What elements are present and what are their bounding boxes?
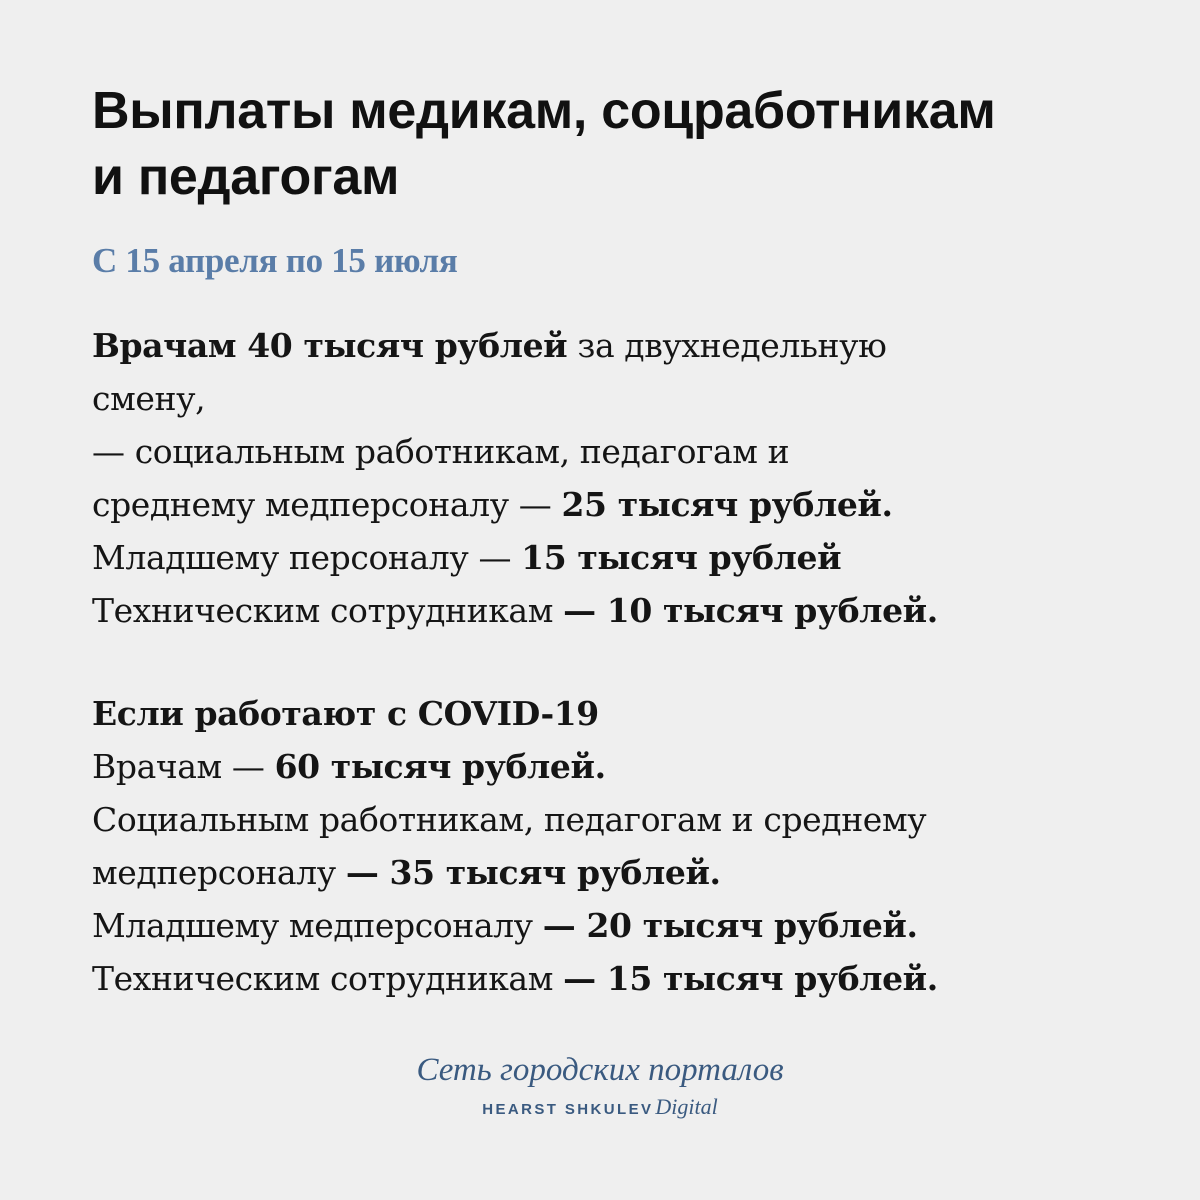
brand-name: HEARST SHKULEV	[482, 1101, 654, 1118]
brand-network-name: Сеть городских порталов	[416, 1052, 784, 1088]
payment-line	[92, 372, 1172, 425]
page-title	[92, 78, 1152, 210]
payment-amount: Врачам 40 тысяч рублей	[92, 326, 568, 365]
payment-line	[92, 584, 1172, 637]
payment-text: за двухнедельную	[567, 326, 887, 365]
payment-text: Врачам —	[92, 747, 275, 786]
payment-line	[92, 793, 1172, 846]
section-heading	[92, 687, 1172, 740]
payment-line	[92, 319, 1172, 372]
payment-amount: — 20 тысяч рублей.	[542, 906, 918, 945]
payment-text: медперсоналу	[92, 853, 346, 892]
payment-text: Социальным работникам, педагогам и среднему	[92, 800, 927, 839]
payment-text: Младшему персоналу —	[92, 538, 522, 577]
brand-suffix: Digital	[655, 1094, 718, 1119]
payment-text: Младшему медперсоналу	[92, 906, 543, 945]
payment-text: Техническим сотрудникам	[92, 591, 564, 630]
general-payments-block	[92, 319, 1172, 637]
covid-heading: Если работают с COVID-19	[92, 694, 599, 733]
covid-payments-block	[92, 687, 1172, 1005]
payment-line	[92, 899, 1172, 952]
payment-amount: 25 тысяч рублей.	[561, 485, 893, 524]
brand-wordmark	[0, 1094, 1200, 1123]
payment-text: — социальным работникам, педагогам и	[92, 432, 790, 471]
payment-line	[92, 478, 1172, 531]
payment-line	[92, 846, 1172, 899]
payment-text: среднему медперсоналу —	[92, 485, 562, 524]
payment-amount: — 15 тысяч рублей.	[563, 959, 938, 998]
title-line-2: и педагогам	[92, 148, 400, 206]
payment-text: смену,	[92, 379, 206, 418]
payment-line	[92, 531, 1172, 584]
payment-amount: — 10 тысяч рублей.	[563, 591, 938, 630]
payment-line	[92, 952, 1172, 1005]
payment-line	[92, 740, 1172, 793]
payment-amount: 60 тысяч рублей.	[274, 747, 606, 786]
payment-line	[92, 425, 1172, 478]
payment-amount: — 35 тысяч рублей.	[345, 853, 721, 892]
title-line-1: Выплаты медикам, соцработникам	[92, 82, 996, 140]
publisher-logo	[0, 1050, 1200, 1123]
date-range-subtitle: С 15 апреля по 15 июля	[92, 241, 458, 280]
payment-text: Техническим сотрудникам	[92, 959, 564, 998]
payment-amount: 15 тысяч рублей	[521, 538, 842, 577]
